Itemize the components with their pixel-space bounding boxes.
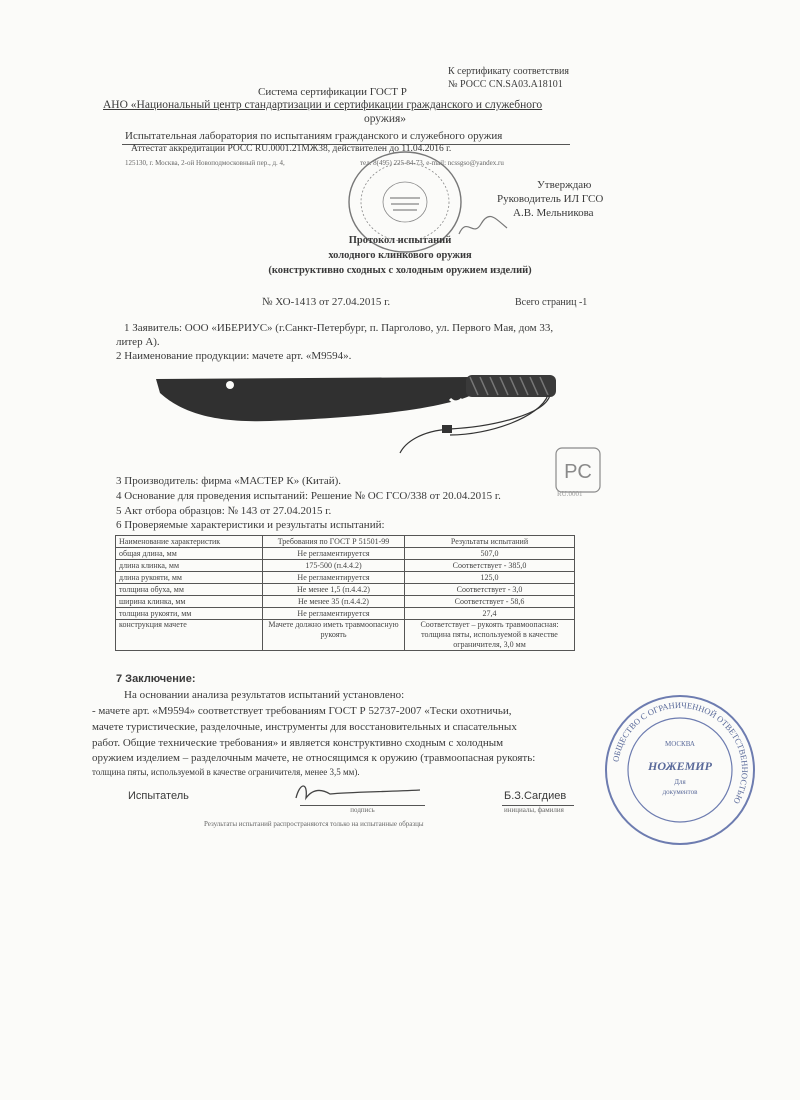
- name-caption: инициалы, фамилия: [504, 806, 564, 814]
- manufacturer: 3 Производитель: фирма «МАСТЕР К» (Китай).: [116, 475, 341, 487]
- org-name-2: оружия»: [363, 113, 407, 125]
- lab-name: Испытательная лаборатория по испытаниям гражданского и служебного оружия: [125, 130, 503, 142]
- table-header-cell: Требования по ГОСТ Р 51501-99: [263, 536, 405, 548]
- table-header-cell: Наименование характеристик: [116, 536, 263, 548]
- applicant-line-2: литер А).: [116, 336, 160, 348]
- table-cell: общая длина, мм: [116, 548, 263, 560]
- test-basis: 4 Основание для проведения испытаний: Решение № ОС ГСО/338 от 20.04.2015 г.: [116, 490, 501, 502]
- conclusion-line-1: На основании анализа результатов испытаний установлено:: [124, 689, 405, 701]
- pages-total: Всего страниц -1: [515, 297, 588, 308]
- protocol-title: Протокол испытаний: [348, 235, 452, 246]
- conclusion-line-2: - мачете арт. «М9594» соответствует требованиям ГОСТ Р 52737-2007 «Тески охотничьи,: [92, 705, 512, 717]
- table-header-cell: Результаты испытаний: [405, 536, 575, 548]
- table-cell: конструкция мачете: [116, 620, 263, 651]
- stamp-sub-1: Для: [674, 778, 686, 786]
- results-table: [115, 535, 575, 651]
- stamp-city: МОСКВА: [665, 740, 695, 748]
- table-cell: Соответствует - 385,0: [405, 560, 575, 572]
- table-cell: Не менее 1,5 (п.4.4.2): [263, 584, 405, 596]
- table-cell: Соответствует - 3,0: [405, 584, 575, 596]
- stamp-center: НОЖЕМИР: [648, 759, 712, 773]
- table-cell: Мачете должно иметь травмоопасную рукоять: [263, 620, 405, 651]
- product-name: 2 Наименование продукции: мачете арт. «М9594».: [116, 350, 352, 362]
- lab-contacts: тел. 8(495) 225-84-73, e-mail: ncssgso@yandex.ru: [360, 159, 504, 167]
- protocol-subtitle-2: (конструктивно сходных с холодным оружием изделий): [268, 265, 532, 276]
- accreditation: Аттестат аккредитации РОСС RU.0001.21МЖ38, действителен до 11.04.2016 г.: [131, 144, 452, 154]
- table-cell: длина клинка, мм: [116, 560, 263, 572]
- cert-reference-2: № РОСС CN.SA03.A18101: [448, 79, 563, 90]
- table-row: [116, 608, 575, 620]
- table-row: [116, 596, 575, 608]
- checked-characteristics: 6 Проверяемые характеристики и результаты испытаний:: [116, 519, 385, 531]
- table-row: [116, 584, 575, 596]
- table-cell: толщина обуха, мм: [116, 584, 263, 596]
- conclusion-heading: 7 Заключение:: [116, 673, 196, 685]
- table-cell: Не регламентируется: [263, 572, 405, 584]
- svg-text:PC: PC: [564, 461, 592, 483]
- protocol-number: № ХО-1413 от 27.04.2015 г.: [262, 296, 391, 308]
- conclusion-line-5: оружием изделием – разделочным мачете, не относящимся к оружию (травмоопасная рукоять:: [92, 752, 536, 764]
- sampling-act: 5 Акт отбора образцов: № 143 от 27.04.2015 г.: [116, 505, 332, 517]
- table-row: [116, 572, 575, 584]
- table-cell: Не регламентируется: [263, 548, 405, 560]
- approval-position: Руководитель ИЛ ГСО: [497, 193, 604, 205]
- table-cell: длина рукояти, мм: [116, 572, 263, 584]
- table-cell: 175-500 (п.4.4.2): [263, 560, 405, 572]
- table-cell: Соответствует - 58,6: [405, 596, 575, 608]
- footer-note: Результаты испытаний распространяются только на испытанные образцы: [204, 820, 424, 828]
- protocol-subtitle: холодного клинкового оружия: [328, 250, 472, 261]
- rst-mark-caption: RU.0001: [557, 490, 583, 498]
- stamp-sub-2: документов: [662, 788, 698, 796]
- tester-label: Испытатель: [128, 790, 189, 802]
- table-header-row: [116, 536, 575, 548]
- approval-name: А.В. Мельникова: [513, 207, 594, 219]
- cert-reference-1: К сертификату соответствия: [448, 66, 569, 77]
- applicant-line-1: 1 Заявитель: ООО «ИБЕРИУС» (г.Санкт-Петербург, п. Парголово, ул. Первого Мая, дом 33,: [124, 322, 554, 334]
- machete-photo-icon: [150, 365, 570, 460]
- table-cell: 125,0: [405, 572, 575, 584]
- stamp-ring-text: ОБЩЕСТВО С ОГРАНИЧЕННОЙ ОТВЕТСТВЕННОСТЬЮ: [610, 699, 751, 806]
- table-row: [116, 560, 575, 572]
- conclusion-line-4: работ. Общие технические требования» и является конструктивно сходным с холодным: [92, 737, 504, 749]
- table-cell: 507,0: [405, 548, 575, 560]
- table-cell: толщина рукояти, мм: [116, 608, 263, 620]
- table-row: [116, 548, 575, 560]
- table-cell: Соответствует – рукоять травмоопасная: толщина пяты, используемой в качестве ограничителя, 3,0 мм: [405, 620, 575, 651]
- approval-label: Утверждаю: [537, 179, 592, 191]
- table-cell: 27,4: [405, 608, 575, 620]
- company-stamp-icon: [600, 690, 760, 850]
- lab-address: 125130, г. Москва, 2-ой Новоподмосковный пер., д. 4,: [125, 159, 285, 167]
- table-cell: Не регламентируется: [263, 608, 405, 620]
- table-row: [116, 620, 575, 651]
- conclusion-line-6: толщина пяты, используемой в качестве ограничителя, менее 3,5 мм).: [92, 767, 360, 777]
- cert-system: Система сертификации ГОСТ Р: [258, 86, 407, 98]
- table-cell: ширина клинка, мм: [116, 596, 263, 608]
- tester-name: Б.З.Сагдиев: [504, 790, 567, 802]
- conclusion-line-3: мачете туристические, разделочные, инструменты для восстановительных и спасательных: [92, 721, 517, 733]
- signature-caption: подпись: [350, 806, 375, 814]
- tester-signature-icon: [290, 778, 430, 806]
- org-name-1: АНО «Национальный центр стандартизации и сертификации гражданского и служебного: [103, 99, 543, 111]
- table-cell: Не менее 35 (п.4.4.2): [263, 596, 405, 608]
